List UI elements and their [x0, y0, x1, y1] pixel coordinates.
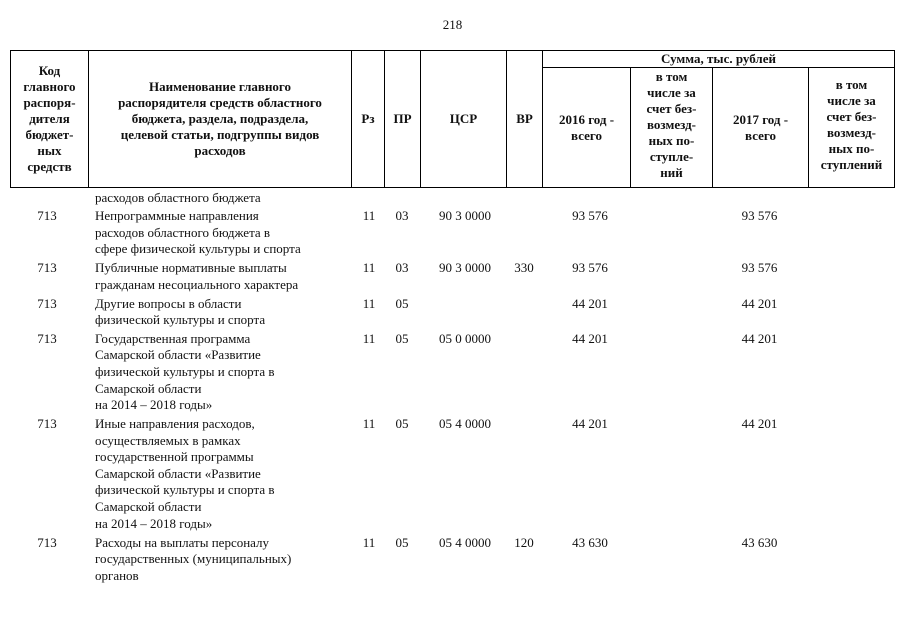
cell-name-line: осуществляемых в рамках [95, 432, 241, 448]
header-2016-total-line: всего [571, 127, 602, 143]
cell-name-line: Самарской области [95, 499, 202, 515]
header-rz: Рз [361, 111, 375, 126]
header-vr: ВР [516, 111, 533, 126]
header-2016-free-line: ступле- [649, 149, 694, 164]
cell-pr: 05 [395, 295, 409, 311]
header-2016-free-line: счет без- [646, 101, 697, 116]
header-2016-free-line: ных по- [648, 133, 695, 148]
cell-2016-total: 44 201 [572, 295, 608, 311]
header-2017-free-line: счет без- [826, 109, 877, 124]
cell-name-line: физической культуры и спорта в [95, 482, 275, 498]
header-2017-free [809, 68, 894, 187]
cell-name-line: на 2014 – 2018 годы» [95, 515, 213, 531]
header-name [89, 51, 351, 187]
header-name-line: целевой статьи, подгруппы видов [120, 127, 320, 142]
cell-code: 713 [37, 330, 57, 346]
header-name-line: распорядителя средств областного [118, 95, 322, 110]
cell-vr: 120 [514, 534, 534, 550]
header-code-line: главного [23, 79, 76, 94]
cell-name-line: Непрограммные направления [95, 208, 259, 224]
header-name-line: расходов [194, 143, 246, 158]
cell-csr: 05 4 0000 [439, 416, 491, 432]
header-2016-total [543, 68, 630, 187]
header-2017-total-line: 2017 год - [732, 111, 789, 127]
cell-2016-total: 43 630 [572, 534, 608, 550]
cell-2017-total: 44 201 [741, 330, 778, 346]
cell-pr: 03 [395, 208, 409, 224]
cell-name-line: государственных (муниципальных) [95, 551, 292, 567]
header-code-line: ных [37, 143, 62, 158]
cell-csr: 90 3 0000 [439, 208, 491, 224]
cell-name [95, 190, 350, 207]
page-number: 218 [442, 17, 463, 32]
header-2017-total [713, 68, 808, 187]
header-2017-free-line: возмезд- [826, 125, 876, 140]
cell-name [95, 535, 350, 585]
cell-csr: 05 4 0000 [439, 534, 491, 550]
cell-name-line: органов [95, 567, 139, 583]
cell-code: 713 [37, 416, 57, 432]
header-code-line: бюджет- [25, 127, 74, 142]
cell-name-line: сфере физической культуры и спорта [95, 241, 301, 257]
cell-rz: 11 [362, 330, 376, 346]
cell-2017-total: 93 576 [741, 208, 778, 224]
cell-2017-total: 43 630 [741, 534, 778, 550]
header-csr: ЦСР [449, 111, 478, 126]
cell-name [95, 260, 350, 293]
header-2016-free-line: ний [660, 165, 683, 180]
header-2016-free-line: в том [655, 69, 688, 84]
cell-name-line: Самарской области [95, 380, 202, 396]
cell-pr: 05 [395, 330, 409, 346]
cell-csr: 90 3 0000 [439, 260, 491, 276]
table-row [0, 260, 905, 293]
cell-code: 713 [37, 208, 57, 224]
table-row [0, 416, 905, 532]
header-code-line: Код [38, 63, 61, 78]
cell-2017-total: 44 201 [741, 416, 778, 432]
header-2017-free-line: в том [835, 77, 868, 92]
cell-2016-total: 93 576 [572, 260, 608, 276]
cell-name-line: Иные направления расходов, [95, 416, 255, 432]
header-2017-total-line: всего [745, 127, 776, 143]
cell-code: 713 [37, 534, 57, 550]
header-code-line: распоря- [23, 95, 76, 110]
header-pr: ПР [393, 111, 412, 126]
cell-pr: 03 [395, 260, 409, 276]
cell-rz: 11 [362, 534, 376, 550]
cell-name-line: Самарской области «Развитие [95, 347, 261, 363]
table-row [0, 296, 905, 329]
cell-name [95, 416, 350, 532]
header-sum: Сумма, тыс. рублей [661, 51, 776, 66]
table-row [0, 208, 905, 258]
header-2016-free-line: возмезд- [647, 117, 696, 132]
cell-name-line: расходов областного бюджета в [95, 224, 271, 240]
header-2016-free [631, 68, 712, 187]
cell-name-line: Самарской области «Развитие [95, 465, 261, 481]
cell-pr: 05 [395, 534, 409, 550]
cell-code: 713 [37, 295, 57, 311]
cell-2016-total: 44 201 [572, 330, 608, 346]
header-code-line: дителя [29, 111, 70, 126]
table-row [0, 535, 905, 585]
cell-2016-total: 44 201 [572, 416, 608, 432]
cell-name-line: гражданам несоциального характера [95, 276, 299, 292]
cell-name-line: Публичные нормативные выплаты [95, 260, 287, 276]
cell-vr: 330 [514, 260, 534, 276]
cell-csr: 05 0 0000 [439, 330, 491, 346]
cell-rz: 11 [362, 260, 376, 276]
cell-name-line: Государственная программа [95, 330, 251, 346]
cell-name [95, 331, 350, 414]
cell-code: 713 [37, 260, 57, 276]
header-2017-free-line: ных по- [828, 141, 875, 156]
header-code-line: средств [27, 159, 72, 174]
cell-name [95, 208, 350, 258]
cell-name-line: физической культуры и спорта [95, 312, 266, 328]
header-2017-free-line: ступлений [820, 157, 883, 172]
cell-2017-total: 44 201 [741, 295, 778, 311]
header-2017-free-line: числе за [827, 93, 876, 108]
cell-2017-total: 93 576 [741, 260, 778, 276]
cell-name-line: на 2014 – 2018 годы» [95, 397, 213, 413]
header-2016-total-line: 2016 год - [558, 111, 615, 127]
cell-rz: 11 [362, 416, 376, 432]
cell-pr: 05 [395, 416, 409, 432]
cell-rz: 11 [362, 295, 376, 311]
cell-2016-total: 93 576 [572, 208, 608, 224]
cell-name [95, 296, 350, 329]
cell-name-line: государственной программы [95, 449, 254, 465]
table-row [0, 190, 905, 207]
header-name-line: бюджета, раздела, подраздела, [131, 111, 309, 126]
cell-rz: 11 [362, 208, 376, 224]
table-row [0, 331, 905, 414]
cell-name-line: физической культуры и спорта в [95, 364, 275, 380]
cell-name-line: Другие вопросы в области [95, 295, 242, 311]
header-code [11, 51, 88, 187]
cell-name-line: Расходы на выплаты персоналу [95, 534, 270, 550]
cell-name-line: расходов областного бюджета [95, 190, 261, 205]
header-name-line: Наименование главного [148, 79, 292, 94]
header-2016-free-line: числе за [647, 85, 696, 100]
